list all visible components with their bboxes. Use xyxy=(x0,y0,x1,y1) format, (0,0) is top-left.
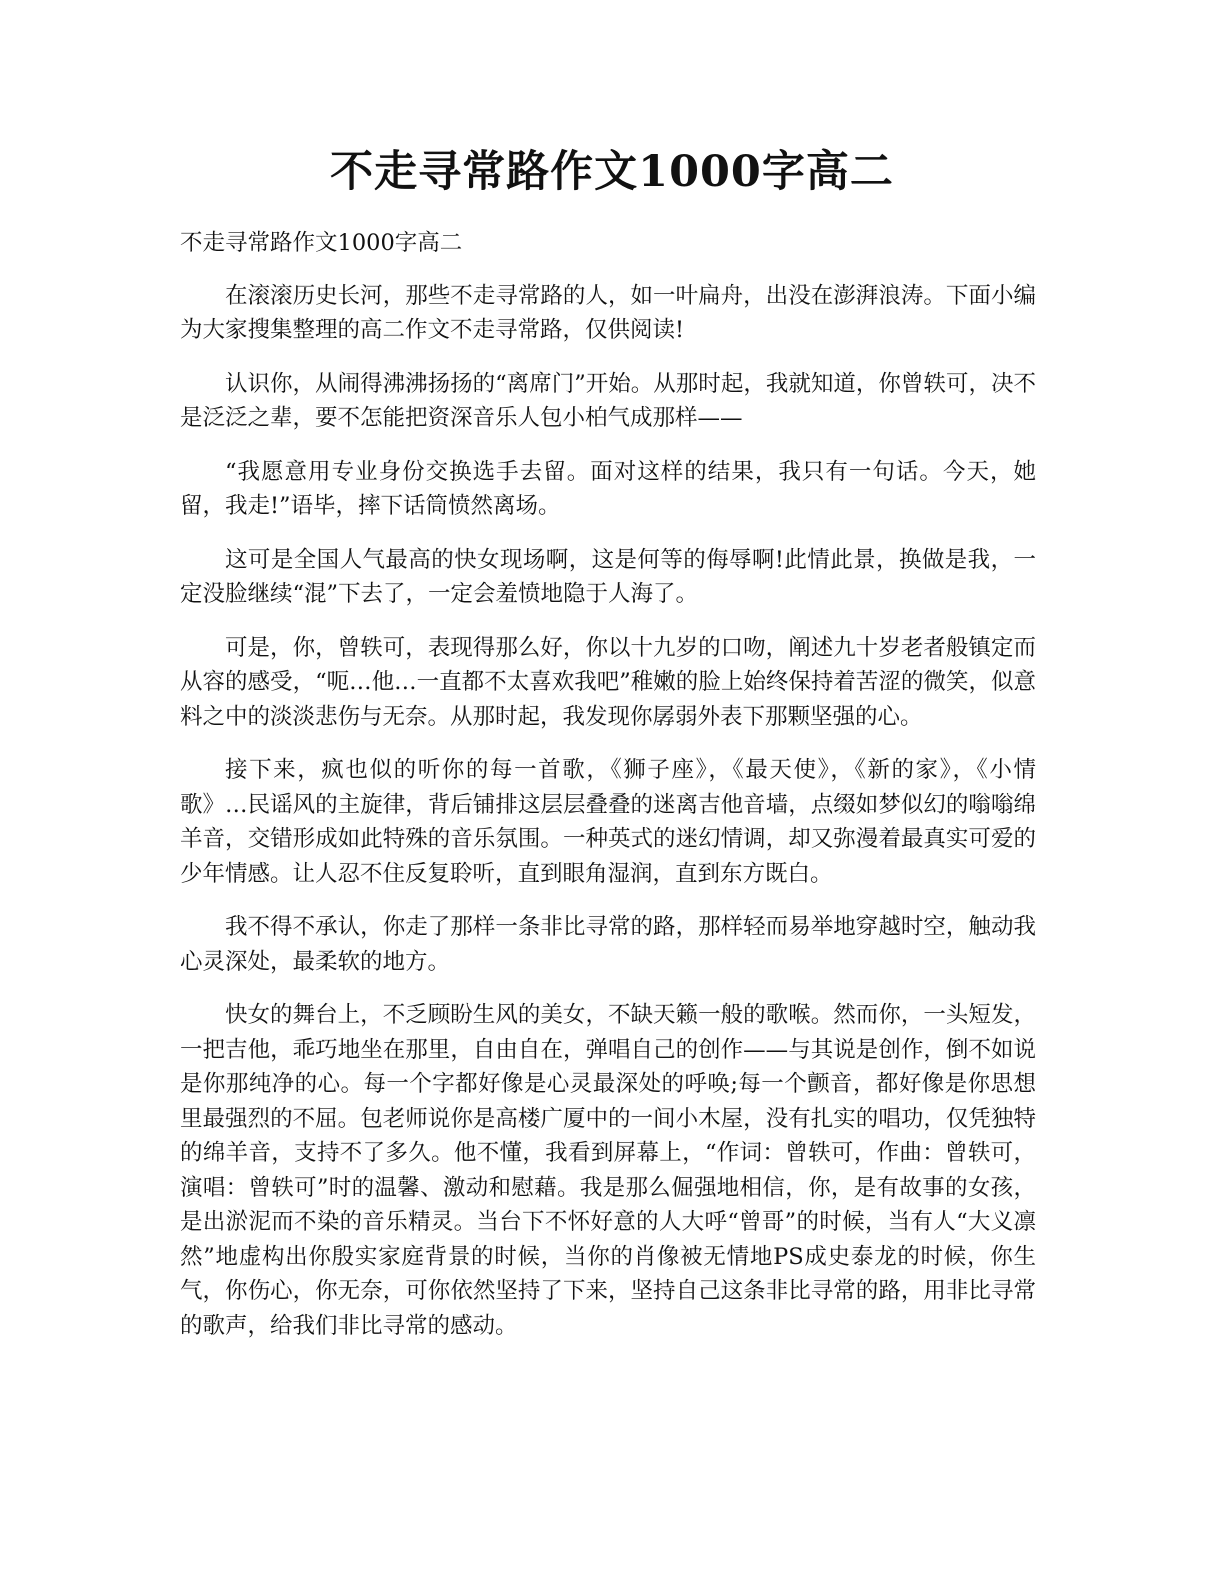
paragraph: 认识你，从闹得沸沸扬扬的“离席门”开始。从那时起，我就知道，你曾轶可，决不是泛泛之辈，要不怎能把资深音乐人包小柏气成那样—— xyxy=(180,370,1036,431)
paragraph: 接下来，疯也似的听你的每一首歌，《狮子座》，《最天使》，《新的家》，《小情歌》…民谣风的主旋律，背后铺排这层层叠叠的迷离吉他音墙，点缀如梦似幻的嗡嗡绵羊音，交错形成如此特殊的音乐氛围。一种英式的迷幻情调，却又弥漫着最真实可爱的少年情感。让人忍不住反复聆听，直到眼角湿润，直到东方既白。 xyxy=(180,757,1036,887)
paragraph: 我不得不承认，你走了那样一条非比寻常的路，那样轻而易举地穿越时空，触动我心灵深处，最柔软的地方。 xyxy=(180,914,1036,975)
document-subtitle: 不走寻常路作文1000字高二 xyxy=(180,230,463,256)
document-title: 不走寻常路作文1000字高二 xyxy=(330,147,894,197)
paragraph: 快女的舞台上，不乏顾盼生风的美女，不缺天籁一般的歌喉。然而你，一头短发，一把吉他，乖巧地坐在那里，自由自在，弹唱自己的创作——与其说是创作，倒不如说是你那纯净的心。每一个字都好像是心灵最深处的呼唤;每一个颤音，都好像是你思想里最强烈的不屈。包老师说你是高楼广厦中的一间小木屋，没有扎实的唱功，仅凭独特的绵羊音，支持不了多久。他不懂，我看到屏幕上，“作词：曾轶可，作曲：曾轶可，演唱：曾轶可”时的温馨、激动和慰藉。我是那么倔强地相信，你，是有故事的女孩，是出淤泥而不染的音乐精灵。当台下不怀好意的人大呼“曾哥”的时候，当有人“大义凛然”地虚构出你殷实家庭背景的时候，当你的肖像被无情地PS成史泰龙的时候，你生气，你伤心，你无奈，可你依然坚持了下来，坚持自己这条非比寻常的路，用非比寻常的歌声，给我们非比寻常的感动。 xyxy=(180,1002,1036,1339)
paragraph: 可是，你，曾轶可，表现得那么好，你以十九岁的口吻，阐述九十岁老者般镇定而从容的感受，“呃…他…一直都不太喜欢我吧”稚嫩的脸上始终保持着苦涩的微笑，似意料之中的淡淡悲伤与无奈。从那时起，我发现你孱弱外表下那颗坚强的心。 xyxy=(180,634,1036,730)
paragraph: “我愿意用专业身份交换选手去留。面对这样的结果，我只有一句话。今天，她留，我走!”语毕，摔下话筒愤然离场。 xyxy=(180,458,1036,519)
paragraph: 这可是全国人气最高的快女现场啊，这是何等的侮辱啊!此情此景，换做是我，一定没脸继续“混”下去了，一定会羞愤地隐于人海了。 xyxy=(180,546,1036,607)
document-body xyxy=(180,226,1036,1362)
paragraph: 在滚滚历史长河，那些不走寻常路的人，如一叶扁舟，出没在澎湃浪涛。下面小编为大家搜集整理的高二作文不走寻常路，仅供阅读! xyxy=(180,282,1036,343)
